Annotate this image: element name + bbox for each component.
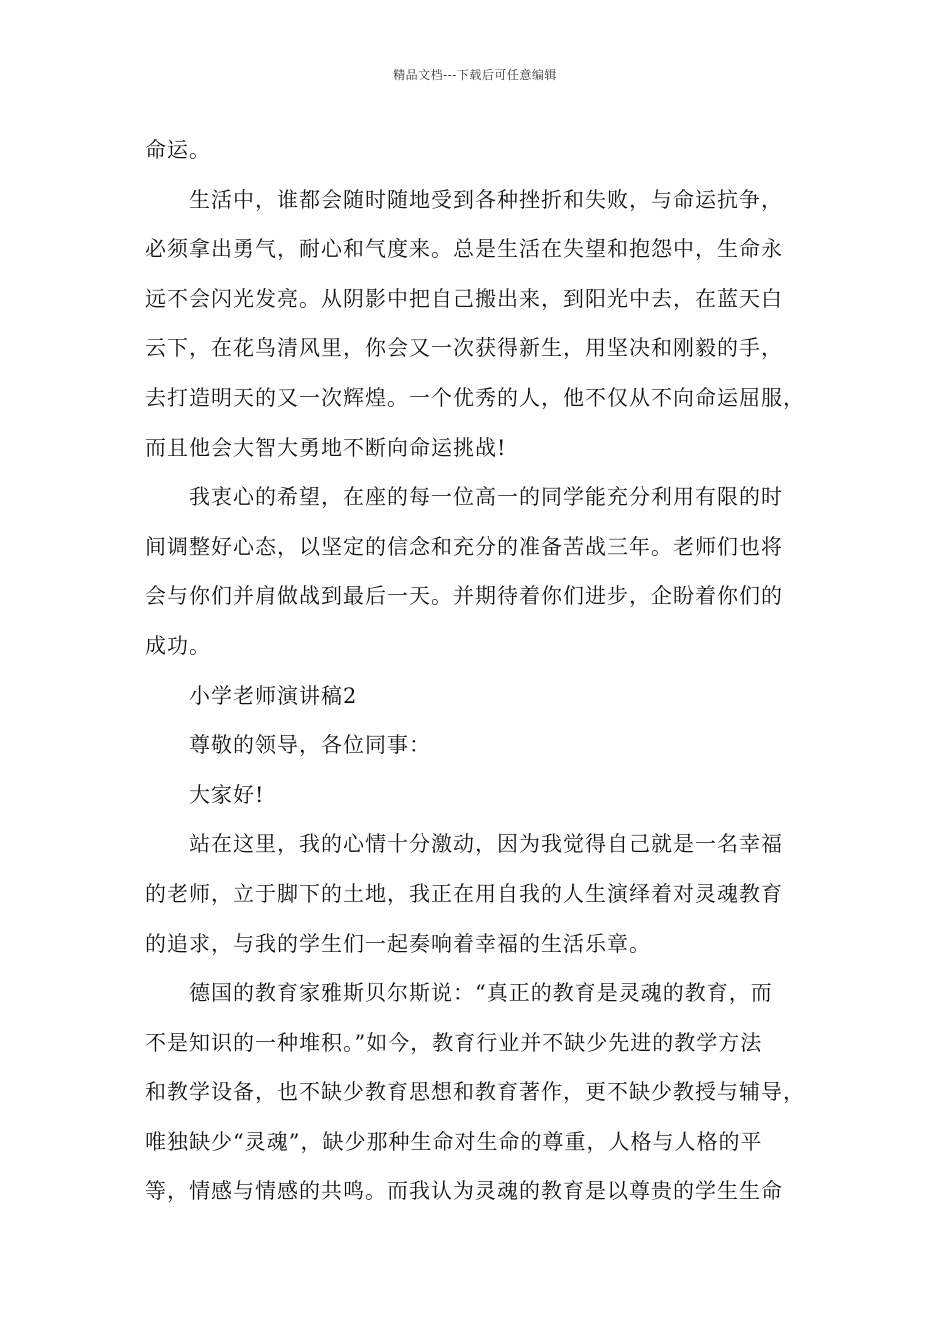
text-line: 远不会闪光发亮。从阴影中把自己搬出来，到阳光中去，在蓝天白 <box>145 286 783 311</box>
salutation: 尊敬的领导，各位同事： <box>189 733 431 758</box>
text-line: 和教学设备，也不缺少教育思想和教育著作，更不缺少教授与辅导， <box>145 1080 805 1105</box>
text-line: 的追求，与我的学生们一起奏响着幸福的生活乐章。 <box>145 931 651 956</box>
section-heading: 小学老师演讲稿2 <box>189 683 358 708</box>
text-line: 等，情感与情感的共鸣。而我认为灵魂的教育是以尊贵的学生生命 <box>145 1179 783 1204</box>
text-line: 而且他会大智大勇地不断向命运挑战! <box>145 435 507 460</box>
text-line: 成功。 <box>145 633 211 658</box>
greeting: 大家好! <box>189 782 265 807</box>
text-line: 生活中，谁都会随时随地受到各种挫折和失败，与命运抗争， <box>189 187 783 212</box>
text-line: 唯独缺少“灵魂”，缺少那种生命对生命的尊重，人格与人格的平 <box>145 1129 763 1154</box>
text-line: 站在这里，我的心情十分激动，因为我觉得自己就是一名幸福 <box>189 832 783 857</box>
document-body <box>145 126 827 1217</box>
text-line: 必须拿出勇气，耐心和气度来。总是生活在失望和抱怨中，生命永 <box>145 237 783 262</box>
text-line: 间调整好心态，以坚定的信念和充分的准备苦战三年。老师们也将 <box>145 534 783 559</box>
page-header: 精品文档---下载后可任意编辑 <box>393 68 557 82</box>
text-line: 的老师，立于脚下的土地，我正在用自我的人生演绎着对灵魂教育 <box>145 881 783 906</box>
text-line: 云下，在花鸟清风里，你会又一次获得新生，用坚决和刚毅的手， <box>145 336 783 361</box>
text-line: 会与你们并肩做战到最后一天。并期待着你们进步，企盼着你们的 <box>145 584 783 609</box>
text-line: 命运。 <box>145 138 211 162</box>
text-line: 德国的教育家雅斯贝尔斯说：“真正的教育是灵魂的教育，而 <box>189 981 773 1006</box>
text-line: 不是知识的一种堆积。”如今，教育行业并不缺少先进的教学方法 <box>145 1030 763 1055</box>
text-line: 去打造明天的又一次辉煌。一个优秀的人，他不仅从不向命运屈服， <box>145 385 805 410</box>
text-line: 我衷心的希望，在座的每一位高一的同学能充分利用有限的时 <box>189 485 783 510</box>
